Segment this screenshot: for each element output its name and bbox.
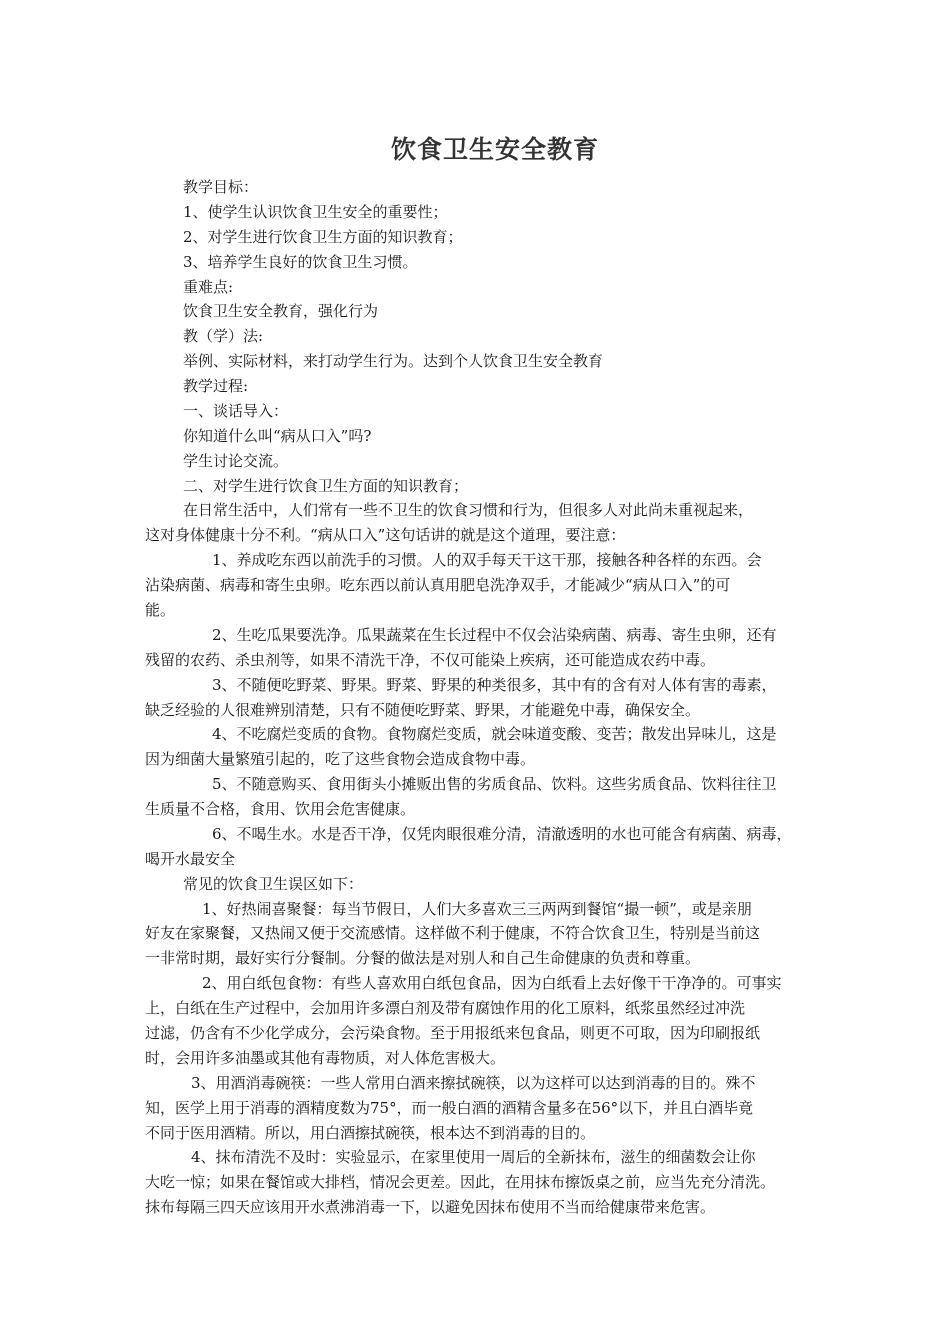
text-line: 因为细菌大量繁殖引起的，吃了这些食物会造成食物中毒。 <box>145 750 536 768</box>
text-line: 重难点: <box>183 278 234 296</box>
text-line: 过滤，仍含有不少化学成分，会污染食物。至于用报纸来包食品，则更不可取，因为印刷报纸 <box>145 1024 761 1042</box>
text-line: 沾染病菌、病毒和寄生虫卵。吃东西以前认真用肥皂洗净双手，才能减少“病从口入”的可 <box>145 576 731 594</box>
text-line: 学生讨论交流。 <box>183 452 289 470</box>
text-line: 这对身体健康十分不利。“病从口入”这句话讲的就是这个道理，要注意： <box>145 526 626 544</box>
text-line: 残留的农药、杀虫剂等，如果不清洗干净，不仅可能染上疾病，还可能造成农药中毒。 <box>145 651 716 669</box>
text-line: 上，白纸在生产过程中，会加用许多漂白剂及带有腐蚀作用的化工原料，纸浆虽然经过冲洗 <box>145 999 746 1017</box>
text-line: 1、养成吃东西以前洗手的习惯。人的双手每天干这干那，接触各种各样的东西。会 <box>212 551 762 569</box>
text-line: 一非常时期，最好实行分餐制。分餐的做法是对别人和自己生命健康的负责和尊重。 <box>145 949 701 967</box>
text-line: 一、谈话导入： <box>183 402 289 420</box>
text-line: 二、对学生进行饮食卫生方面的知识教育； <box>183 477 469 495</box>
text-line: 在日常生活中，人们常有一些不卫生的饮食习惯和行为，但很多人对此尚未重视起来， <box>183 501 754 519</box>
text-line: 6、不喝生水。水是否干净，仅凭肉眼很难分清，清澈透明的水也可能含有病菌、病毒， <box>212 825 792 843</box>
text-line: 教学目标： <box>183 178 259 196</box>
text-line: 4、不吃腐烂变质的食物。食物腐烂变质，就会味道变酸、变苦；散发出异味儿，这是 <box>212 725 777 743</box>
text-line: 时，会用许多油墨或其他有毒物质，对人体危害极大。 <box>145 1049 506 1067</box>
text-line: 1、好热闹喜聚餐：每当节假日，人们大多喜欢三三两两到餐馆“撮一顿”，或是亲朋 <box>202 900 752 918</box>
text-line: 3、不随便吃野菜、野果。野菜、野果的种类很多，其中有的含有对人体有害的毒素， <box>212 676 777 694</box>
text-line: 喝开水最安全 <box>145 850 236 868</box>
text-line: 举例、实际材料，来打动学生行为。达到个人饮食卫生安全教育 <box>183 352 604 370</box>
text-line: 常见的饮食卫生误区如下： <box>183 875 364 893</box>
text-line: 生质量不合格，食用、饮用会危害健康。 <box>145 800 416 818</box>
document-title: 饮食卫生安全教育 <box>390 135 599 164</box>
text-line: 2、用白纸包食物：有些人喜欢用白纸包食品，因为白纸看上去好像干干净净的。可事实 <box>202 974 782 992</box>
text-line: 你知道什么叫“病从口入”吗? <box>183 427 372 445</box>
text-line: 1、使学生认识饮食卫生安全的重要性； <box>183 203 448 221</box>
text-line: 2、对学生进行饮食卫生方面的知识教育； <box>183 228 463 246</box>
text-line: 3、培养学生良好的饮食卫生习惯。 <box>183 253 418 271</box>
text-line: 教（学）法: <box>183 327 264 345</box>
text-line: 2、生吃瓜果要洗净。瓜果蔬菜在生长过程中不仅会沾染病菌、病毒、寄生虫卵，还有 <box>212 626 777 644</box>
text-line: 教学过程: <box>183 377 249 395</box>
text-line: 4、抹布清洗不及时：实验显示，在家里使用一周后的全新抹布，滋生的细菌数会让你 <box>191 1148 756 1166</box>
text-line: 5、不随意购买、食用街头小摊贩出售的劣质食品、饮料。这些劣质食品、饮料往往卫 <box>212 775 777 793</box>
text-line: 好友在家聚餐，又热闹又便于交流感情。这样做不利于健康，不符合饮食卫生，特别是当前这 <box>145 924 761 942</box>
text-line: 知，医学上用于消毒的酒精度数为75°，而一般白酒的酒精含量多在56°以下，并且白酒毕竟 <box>145 1099 754 1117</box>
text-line: 能。 <box>145 601 176 619</box>
text-line: 饮食卫生安全教育，强化行为 <box>183 302 379 320</box>
text-line: 缺乏经验的人很难辨别清楚，只有不随便吃野菜、野果，才能避免中毒，确保安全。 <box>145 701 701 719</box>
text-line: 抹布每隔三四天应该用开水煮沸消毒一下，以避免因抹布使用不当而给健康带来危害。 <box>145 1198 716 1216</box>
text-line: 3、用酒消毒碗筷：一些人常用白酒来擦拭碗筷，以为这样可以达到消毒的目的。殊不 <box>191 1074 756 1092</box>
text-line: 不同于医用酒精。所以，用白酒擦拭碗筷，根本达不到消毒的目的。 <box>145 1124 596 1142</box>
text-line: 大吃一惊；如果在餐馆或大排档，情况会更差。因此，在用抹布擦饭桌之前，应当先充分清洗。 <box>145 1173 776 1191</box>
